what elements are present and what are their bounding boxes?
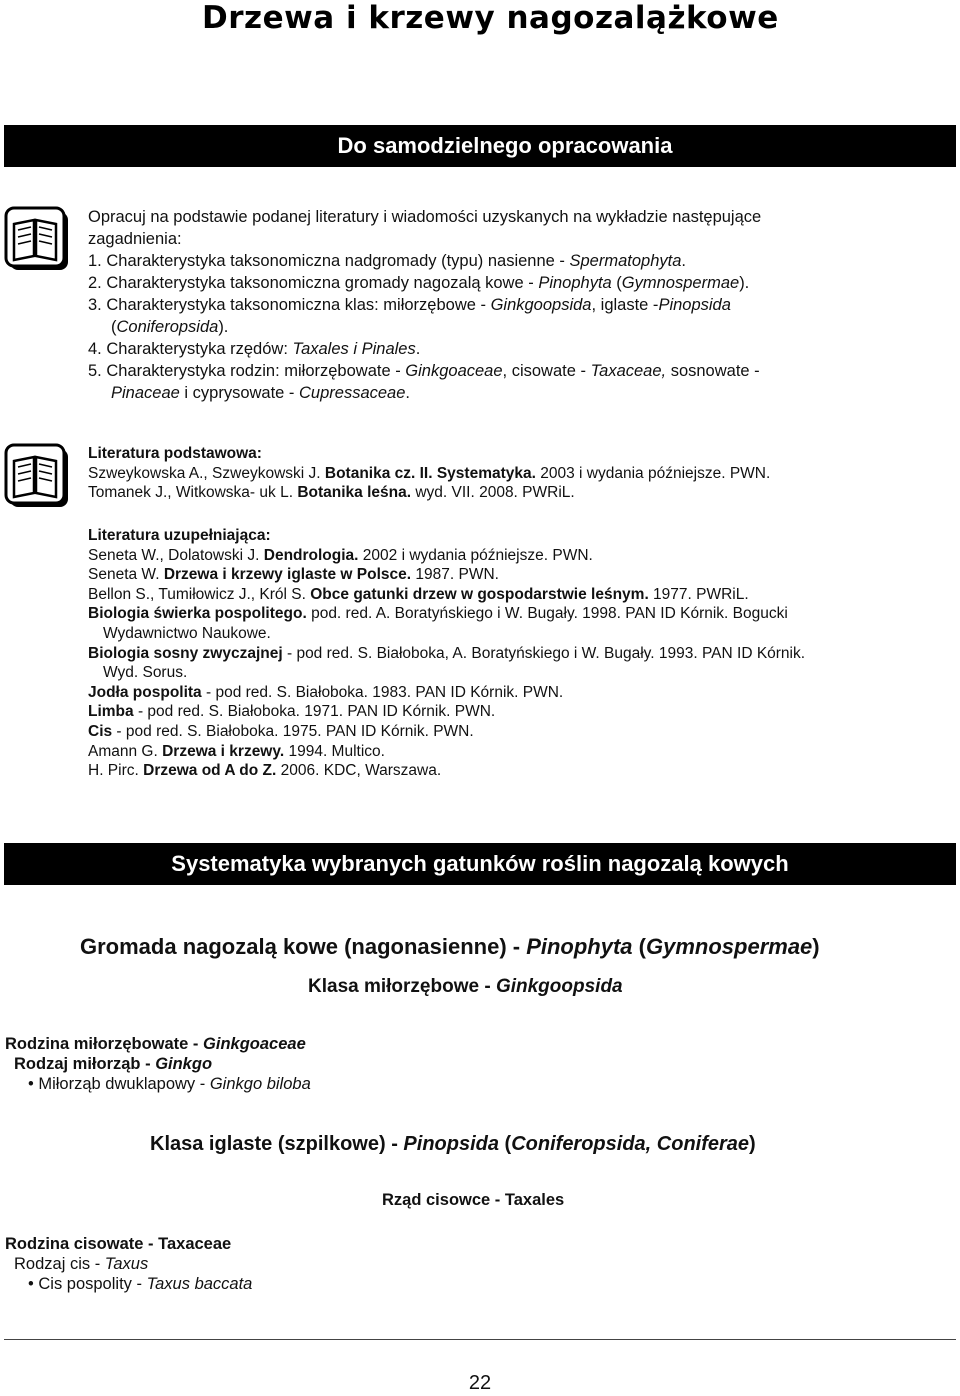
literature-entry: H. Pirc. Drzewa od A do Z. 2006. KDC, Warszawa. bbox=[88, 762, 442, 780]
footer-divider bbox=[4, 1339, 956, 1340]
literature-extra-heading: Literatura uzupełniająca: bbox=[88, 527, 271, 544]
class-heading-conifers: Klasa iglaste (szpilkowe) - Pinopsida (Coniferopsida, Coniferae) bbox=[150, 1133, 756, 1155]
literature-entry: Seneta W. Drzewa i krzewy iglaste w Polsce. 1987. PWN. bbox=[88, 566, 499, 584]
literature-basic bbox=[88, 444, 770, 503]
section-band-label: Do samodzielnego opracowania bbox=[337, 133, 673, 158]
literature-entry: Biologia świerka pospolitego. pod. red. A. Boratyńskiego i W. Bugały. 1998. PAN ID Kórnik. Bogucki bbox=[88, 605, 788, 623]
literature-entry: Cis - pod red. S. Białoboka. 1975. PAN ID Kórnik. PWN. bbox=[88, 722, 474, 740]
class-heading-ginkgo: Klasa miłorzębowe - Ginkgoopsida bbox=[308, 976, 623, 997]
assignment-item: 5. Charakterystyka rodzin: miłorzębowate - Ginkgoaceae, cisowate - Taxaceae, sosnowate - bbox=[88, 362, 760, 380]
literature-entry: Biologia sosny zwyczajnej - pod red. S. Białoboka, A. Boratyńskiego i W. Bugały. 1993. PAN ID Kórnik. bbox=[88, 644, 806, 662]
species-ginkgo-biloba: • Miłorząb dwuklapowy - Ginkgo biloba bbox=[28, 1075, 311, 1093]
open-book-icon bbox=[4, 206, 70, 272]
literature-entry-cont: Wyd. Sorus. bbox=[103, 664, 188, 682]
literature-entry: Tomanek J., Witkowska- uk L. Botanika leśna. wyd. VII. 2008. PWRiL. bbox=[88, 484, 575, 502]
section-band-systematics bbox=[4, 843, 956, 885]
page-title: Drzewa i krzewy nagozalążkowe bbox=[202, 0, 779, 36]
assignment-item: 2. Charakterystyka taksonomiczna gromady nagozalą kowe - Pinophyta (Gymnospermae). bbox=[88, 274, 750, 292]
order-taxales: Rząd cisowce - Taxales bbox=[382, 1191, 565, 1209]
literature-entry: Amann G. Drzewa i krzewy. 1994. Multico. bbox=[88, 742, 385, 760]
literature-entry: Seneta W., Dolatowski J. Dendrologia. 2002 i wydania późniejsze. PWN. bbox=[88, 546, 593, 564]
page-number: 22 bbox=[468, 1372, 492, 1394]
genus-ginkgo: Rodzaj miłorząb - Ginkgo bbox=[14, 1055, 213, 1073]
assignment-item-cont: Pinaceae i cyprysowate - Cupressaceae. bbox=[111, 384, 411, 402]
section-band-label: Systematyka wybranych gatunków roślin nagozalą kowych bbox=[171, 851, 789, 876]
section-band-self-study bbox=[4, 125, 956, 167]
literature-entry: Szweykowska A., Szweykowski J. Botanika cz. II. Systematyka. 2003 i wydania późniejsze. PWN. bbox=[88, 464, 771, 482]
literature-entry-cont: Wydawnictwo Naukowe. bbox=[103, 624, 271, 642]
family-taxaceae: Rodzina cisowate - Taxaceae bbox=[5, 1235, 232, 1253]
species-taxus-baccata: • Cis pospolity - Taxus baccata bbox=[28, 1275, 253, 1293]
literature-entry: Jodła pospolita - pod red. S. Białoboka. 1983. PAN ID Kórnik. PWN. bbox=[88, 683, 564, 701]
assignment-intro-cont: zagadnienia: bbox=[88, 230, 182, 248]
assignment-block bbox=[88, 206, 948, 404]
assignment-intro: Opracuj na podstawie podanej literatury i wiadomości uzyskanych na wykładzie następujące bbox=[88, 208, 762, 226]
division-heading: Gromada nagozalą kowe (nagonasienne) - Pinophyta (Gymnospermae) bbox=[80, 934, 820, 959]
assignment-item-cont: (Coniferopsida). bbox=[111, 318, 229, 336]
genus-taxus: Rodzaj cis - Taxus bbox=[14, 1255, 149, 1273]
literature-basic-heading: Literatura podstawowa: bbox=[88, 445, 262, 462]
assignment-item: 3. Charakterystyka taksonomiczna klas: miłorzębowe - Ginkgoopsida, iglaste -Pinopsida bbox=[88, 296, 731, 314]
assignment-item: 4. Charakterystyka rzędów: Taxales i Pinales. bbox=[88, 340, 421, 358]
literature-entry: Limba - pod red. S. Białoboka. 1971. PAN ID Kórnik. PWN. bbox=[88, 703, 496, 721]
family-ginkgoaceae: Rodzina miłorzębowate - Ginkgoaceae bbox=[5, 1035, 306, 1053]
literature-extra bbox=[88, 526, 805, 781]
literature-entry: Bellon S., Tumiłowicz J., Król S. Obce gatunki drzew w gospodarstwie leśnym. 1977. PWRiL. bbox=[88, 585, 749, 603]
assignment-item: 1. Charakterystyka taksonomiczna nadgromady (typu) nasienne - Spermatophyta. bbox=[88, 252, 686, 270]
open-book-icon bbox=[4, 443, 70, 509]
